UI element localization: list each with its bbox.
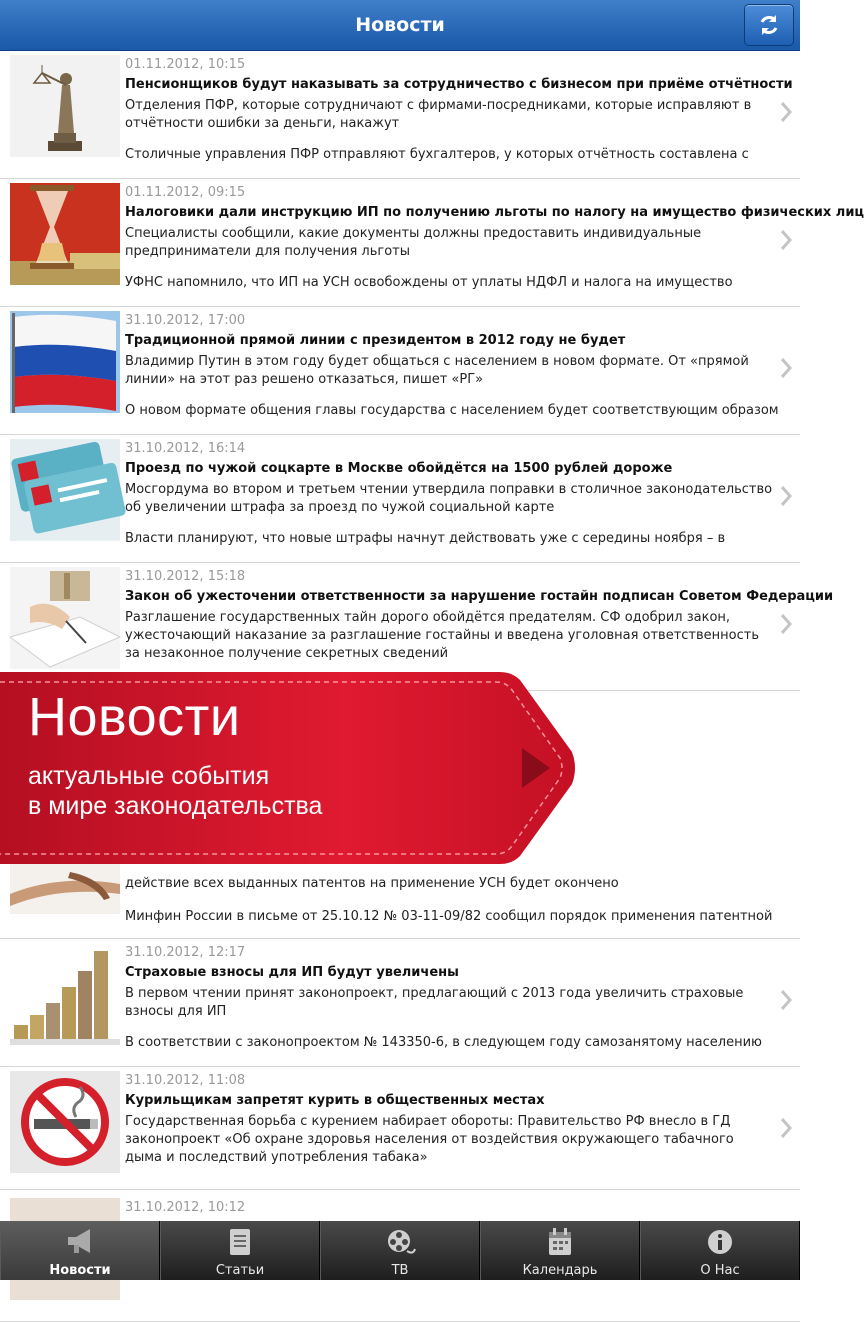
- news-excerpt: В соответствии с законопроектом № 143350-6, в следующем году самозанятому населению: [125, 1035, 762, 1050]
- banner-title: Новости: [28, 687, 241, 747]
- news-item[interactable]: [0, 435, 800, 563]
- chevron-right-icon: [780, 485, 792, 507]
- news-lead: Мосгордума во втором и третьем чтении утвердила поправки в столичное законодательство об увеличении штрафа за проезд по чужой социальной карте: [125, 482, 773, 515]
- news-thumbnail-hourglass-money: [10, 183, 120, 285]
- news-date: 31.10.2012, 16:14: [125, 441, 246, 456]
- news-thumbnail-no-smoking: [10, 1071, 120, 1173]
- app-header: [0, 0, 800, 51]
- tab-label: Календарь: [522, 1263, 598, 1278]
- chevron-right-icon: [780, 989, 792, 1011]
- news-item[interactable]: [0, 179, 864, 307]
- banner-subtitle: актуальные события: [28, 762, 270, 790]
- chevron-right-icon: [780, 1117, 792, 1139]
- news-item[interactable]: [0, 1067, 800, 1190]
- news-thumbnail-coin-stacks: [10, 943, 120, 1045]
- news-item[interactable]: [0, 939, 800, 1067]
- news-title: Традиционной прямой линии с президентом в 2012 году не будет: [125, 333, 626, 348]
- tab-about[interactable]: [640, 1221, 800, 1280]
- tab-label: Новости: [49, 1263, 111, 1278]
- chevron-right-icon: [780, 101, 792, 123]
- news-excerpt: Столичные управления ПФР отправляют бухгалтеров, у которых отчётность составлена с: [125, 147, 749, 162]
- news-item[interactable]: [0, 864, 800, 939]
- news-thumbnail-signing-document: [10, 567, 120, 669]
- tab-label: Статьи: [215, 1263, 265, 1278]
- news-title: Страховые взносы для ИП будут увеличены: [125, 965, 459, 980]
- chevron-right-icon: [780, 357, 792, 379]
- news-lead: Специалисты сообщили, какие документы должны предоставить индивидуальные предприниматели для получения льготы: [125, 226, 702, 259]
- news-title: Закон об ужесточении ответственности за нарушение гостайн подписан Советом Федерации: [125, 589, 834, 604]
- tab-label: О Нас: [700, 1263, 740, 1278]
- news-excerpt: УФНС напомнило, что ИП на УСН освобождены от уплаты НДФЛ и налога на имущество: [125, 275, 733, 290]
- tab-articles[interactable]: [160, 1221, 320, 1280]
- news-title: Налоговики дали инструкцию ИП по получению льготы по налогу на имущество физических лиц: [125, 205, 864, 220]
- news-date: 31.10.2012, 17:00: [125, 313, 246, 328]
- news-title: Проезд по чужой соцкарте в Москве обойдётся на 1500 рублей дороже: [125, 461, 673, 476]
- news-title: Курильщикам запретят курить в общественных местах: [125, 1093, 545, 1108]
- news-lead: Владимир Путин в этом году будет общаться с населением в новом формате. От «прямой линии» на этот раз решено отказаться, пишет «РГ»: [125, 354, 749, 387]
- news-lead: Отделения ПФР, которые сотрудничают с фирмами-посредниками, которые исправляют в отчётности ошибки за деньги, накажут: [125, 98, 752, 131]
- news-excerpt: Власти планируют, что новые штрафы начнут действовать уже с середины ноября – в: [125, 531, 726, 546]
- news-date: 31.10.2012, 12:17: [125, 945, 246, 960]
- news-item[interactable]: [0, 51, 800, 179]
- chevron-right-icon: [780, 229, 792, 251]
- refresh-button[interactable]: [744, 4, 794, 46]
- news-list[interactable]: [0, 51, 864, 1221]
- banner-subtitle: в мире законодательства: [28, 792, 323, 820]
- film-reel-icon: [385, 1227, 415, 1257]
- tab-news[interactable]: [0, 1221, 160, 1280]
- news-date: 01.11.2012, 10:15: [125, 57, 246, 72]
- news-excerpt: О новом формате общения главы государства с населением будет соответствующим образом: [125, 403, 779, 418]
- news-thumbnail-social-cards: [10, 439, 120, 541]
- chevron-right-icon: [780, 613, 792, 635]
- news-title: Пенсионщиков будут наказывать за сотрудничество с бизнесом при приёме отчётности: [125, 77, 793, 92]
- news-thumbnail-documents: [10, 864, 120, 914]
- tab-tv[interactable]: [320, 1221, 480, 1280]
- page-title: Новости: [355, 14, 445, 36]
- tab-label: ТВ: [391, 1263, 409, 1278]
- info-icon: [705, 1227, 735, 1257]
- news-date: 31.10.2012, 15:18: [125, 569, 246, 584]
- news-date: 31.10.2012, 11:08: [125, 1073, 246, 1088]
- news-date: 31.10.2012, 10:12: [125, 1200, 246, 1215]
- news-lead: Разглашение государственных тайн дорого обойдётся предателям. СФ одобрил закон, ужесточающий наказание за разглашение гостайны и введена уголовная ответственность за незаконное получение секретных сведений: [125, 610, 759, 661]
- bottom-tab-bar: [0, 1221, 800, 1280]
- calendar-icon: [547, 1227, 573, 1257]
- refresh-icon: [757, 13, 781, 37]
- news-date: 01.11.2012, 09:15: [125, 185, 246, 200]
- news-excerpt: Минфин России в письме от 25.10.12 № 03-11-09/82 сообщил порядок применения патентной: [125, 909, 773, 924]
- news-item[interactable]: [0, 307, 800, 435]
- news-lead: Государственная борьба с курением набирает обороты: Правительство РФ внесло в ГД законопроект «Об охране здоровья населения от воздействия окружающего табачного дыма и последствий употребления табака»: [125, 1114, 734, 1165]
- news-lead: действие всех выданных патентов на применение УСН будет окончено: [125, 876, 619, 891]
- megaphone-icon: [64, 1227, 96, 1257]
- tab-calendar[interactable]: [480, 1221, 640, 1280]
- news-thumbnail-russian-flag: [10, 311, 120, 413]
- news-lead: В первом чтении принят законопроект, предлагающий с 2013 года увеличить страховые взносы для ИП: [125, 986, 744, 1019]
- document-icon: [228, 1227, 252, 1257]
- news-thumbnail-themis-statue: [10, 55, 120, 157]
